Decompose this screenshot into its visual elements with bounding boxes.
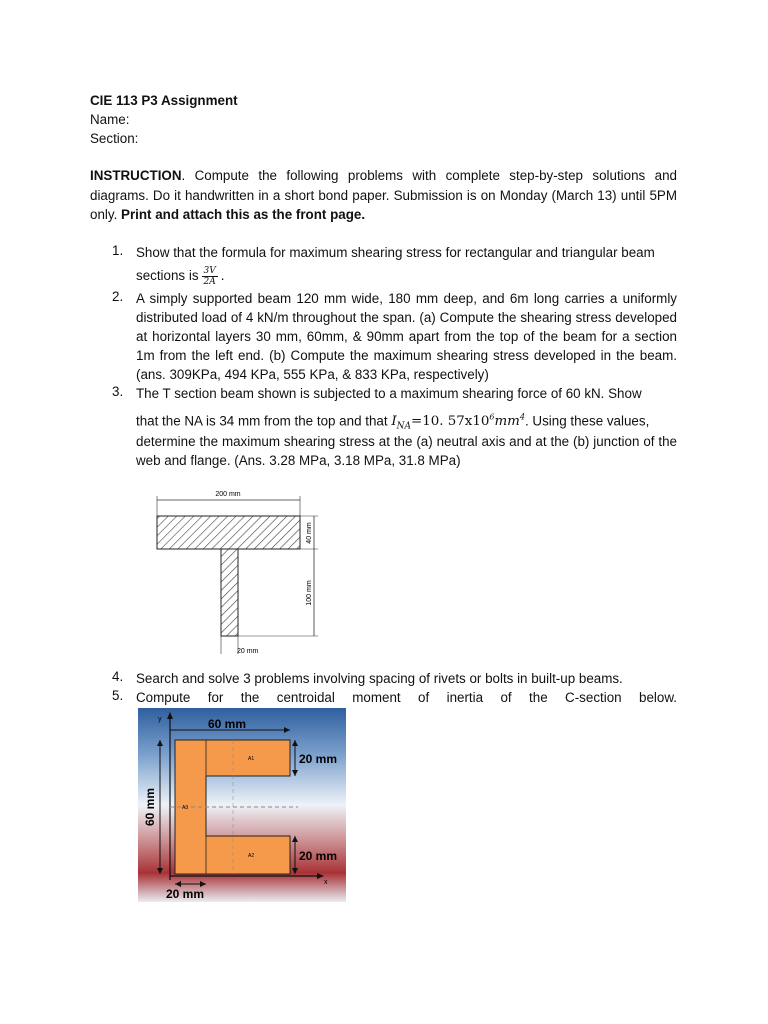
instruction-label: INSTRUCTION bbox=[90, 168, 182, 183]
height-label: 60 mm bbox=[143, 787, 157, 827]
c-section-figure bbox=[138, 708, 346, 902]
moment-of-inertia-expression bbox=[391, 413, 525, 433]
web-height-label: 100 mm bbox=[306, 580, 313, 606]
instruction-bold-tail: Print and attach this as the front page. bbox=[121, 207, 366, 222]
fraction-denominator: 2A bbox=[203, 277, 216, 287]
flange-thickness-label: 40 mm bbox=[306, 522, 313, 544]
x-axis-label: x bbox=[324, 879, 328, 886]
problem-3-prefix: that the NA is 34 mm from the top and that bbox=[136, 413, 388, 429]
inertia-exponent: 6 bbox=[489, 413, 495, 422]
problem-1-prefix: sections is bbox=[136, 268, 199, 284]
shear-formula-fraction bbox=[202, 266, 218, 287]
y-axis-label: y bbox=[158, 716, 162, 723]
inertia-symbol: I bbox=[391, 414, 397, 430]
t-section-figure bbox=[140, 476, 340, 658]
problem-2-text: A simply supported beam 120 mm wide, 180 mm deep, and 6m long carries a uniformly distributed load of 4 kN/m throughout the span. (a) Compute the shearing stress developed at horizontal layers 30 mm, 60mm, & 90mm apart from the top of the beam for a section 1m from the left end. (b) Compute the maximum shearing stress developed in the beam. (ans. 309KPa, 494 KPa, 555 KPa, & 833 KPa, respectively) bbox=[136, 291, 677, 382]
problem-3-rest: determine the maximum shearing stress at the (a) neutral axis and at the (b) junction of the web and flange. (Ans. 3.28 MPa, 3.18 MPa, 31.8 MPa) bbox=[136, 434, 677, 468]
problem-1-line2 bbox=[136, 266, 677, 287]
problem-1-suffix: . bbox=[220, 268, 225, 284]
inertia-subscript: NA bbox=[396, 422, 411, 433]
inertia-unit: mm bbox=[494, 414, 520, 430]
name-label: Name: bbox=[90, 112, 130, 127]
area-a1-label: A1 bbox=[248, 756, 255, 762]
instruction-text: . Compute the following problems with complete step-by-step solutions and diagrams. Do it handwritten in a short bond paper. Submission is on Monday (March 13) until 5PM only. bbox=[90, 168, 677, 222]
area-a2-label: A2 bbox=[248, 853, 255, 859]
inertia-unit-exponent: 4 bbox=[519, 413, 525, 422]
problem-5-text: Compute for the centroidal moment of inertia of the C-section below. bbox=[136, 690, 677, 705]
web-width-label: 20 mm bbox=[237, 648, 259, 655]
problem-4-text: Search and solve 3 problems involving spacing of rivets or bolts in built-up beams. bbox=[136, 671, 623, 686]
problem-number: 2. bbox=[112, 289, 124, 304]
section-label: Section: bbox=[90, 131, 139, 146]
problem-number: 3. bbox=[112, 384, 124, 399]
inertia-value: =10. 57x10 bbox=[410, 414, 490, 430]
assignment-title: CIE 113 P3 Assignment bbox=[90, 93, 238, 108]
problem-3-line2 bbox=[136, 408, 677, 433]
flange-bottom-label: 20 mm bbox=[299, 849, 338, 863]
fraction-numerator: 3V bbox=[203, 266, 216, 276]
problem-number: 4. bbox=[112, 669, 124, 684]
area-a3-label: A3 bbox=[182, 805, 189, 811]
web-width-label: 20 mm bbox=[166, 887, 205, 901]
problem-number: 1. bbox=[112, 243, 124, 258]
top-width-label: 60 mm bbox=[208, 717, 247, 731]
problem-3-suffix: . Using these values, bbox=[524, 413, 650, 429]
problem-3-line1: The T section beam shown is subjected to a maximum shearing force of 60 kN. Show bbox=[136, 386, 642, 401]
flange-top-label: 20 mm bbox=[299, 752, 338, 766]
instruction-paragraph bbox=[90, 166, 677, 225]
problem-1-line1: Show that the formula for maximum shearing stress for rectangular and triangular beam bbox=[136, 245, 655, 260]
flange-width-label: 200 mm bbox=[215, 491, 241, 498]
t-web bbox=[221, 549, 238, 636]
t-flange bbox=[157, 516, 300, 549]
problem-number: 5. bbox=[112, 688, 124, 703]
